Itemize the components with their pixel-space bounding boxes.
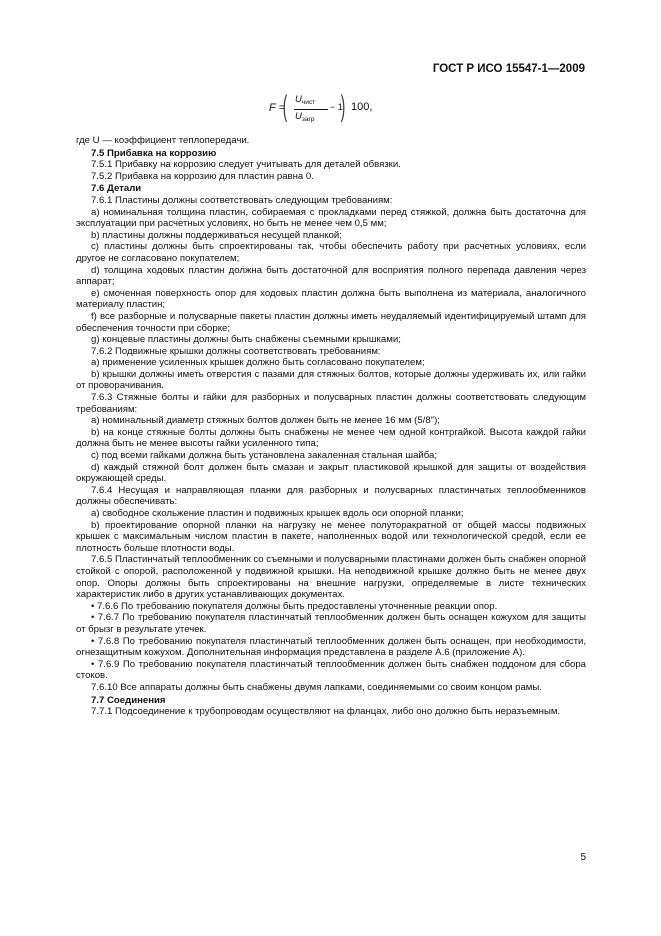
paragraph: b) пластины должны поддерживаться несущей планкой; — [91, 229, 342, 241]
paragraph: a) применение усиленных крышек должно быть согласовано покупателем; — [91, 357, 425, 369]
paragraph: a) свободное скольжение пластин и подвижных крышек вдоль оси опорной планки; — [91, 508, 464, 519]
paragraph: 7.6.4 Несущая и направляющая планки для разборных и полусварных пластинчатых теплообменников должны обеспечивать: — [76, 484, 586, 508]
paragraph: 7.6.1 Пластины должны соответствовать следующим требованиям: — [91, 194, 393, 206]
section-heading: 7.7 Соединения — [91, 694, 166, 706]
formula-lhs: F = — [269, 102, 286, 114]
paragraph: d) толщина ходовых пластин должна быть достаточной для восприятия полного перепада давления через аппарат; — [76, 264, 586, 288]
paragraph: • 7.6.6 По требованию покупателя должны быть предоставлены уточненные реакции опор. — [91, 600, 498, 612]
paragraph: d) каждый стяжной болт должен быть смазан и закрыт пластиковой крышкой для защиты от воздействия окружающей среды. — [76, 461, 586, 485]
paragraph: b) крышки должны иметь отверстия с пазами для стяжных болтов, которые должны удерживать их, или гайки от проворачивания. — [76, 368, 586, 392]
paragraph: • 7.6.9 По требованию покупателя пластинчатый теплообменник должен быть снабжен поддоном для сбора стоков. — [76, 658, 586, 682]
paragraph: b) на конце стяжные болты должны быть снабжены не менее чем одной контргайкой. Высота каждой гайки должна быть не менее высоты гайки усиленного типа; — [76, 426, 586, 450]
formula-left-paren: ( — [282, 90, 288, 123]
section-heading: 7.5 Прибавка на коррозию — [91, 147, 217, 159]
formula-right-paren: ) — [340, 90, 346, 123]
formula — [262, 92, 422, 126]
formula-numerator-sub: чист — [301, 99, 316, 106]
paragraph: g) концевые пластины должны быть снабжены съемными крышками; — [91, 334, 401, 346]
paragraph: c) пластины должны быть спроектированы так, чтобы обеспечить работу при расчетных условиях, если другое не согласовано покупателем; — [76, 241, 586, 264]
page-number: 5 — [580, 852, 586, 863]
paragraph: где U — коэффициент теплопередачи. — [76, 135, 250, 146]
paragraph: 7.6.2 Подвижные крышки должны соответствовать требованиям: — [91, 345, 381, 357]
standard-header: ГОСТ Р ИСО 15547-1—2009 — [432, 63, 585, 75]
paragraph: 7.6.3 Стяжные болты и гайки для разборных и полусварных пластин должны соответствовать следующим требованиям: — [76, 392, 586, 415]
paragraph: 7.5.2 Прибавка на коррозию для пластин равна 0. — [91, 170, 314, 182]
body-text — [76, 135, 586, 718]
formula-denominator: $U_{загр}$ — [295, 111, 315, 123]
paragraph: 7.6.5 Пластинчатый теплообменник со съемными и полусварными пластинами должен быть снабжен опорной стойкой с опорой, расположенной у подвижной крышки. На неподвижной крышке должно быть не менее двух опор. Опоры должны быть спроектированы на внешние нагрузки, определяемые в листе технических характеристик либо в других устанавливающих документах. — [76, 554, 586, 601]
section-heading: 7.6 Детали — [91, 183, 142, 195]
formula-minus-one: − 1 — [330, 102, 343, 112]
paragraph: b) проектирование опорной планки на нагрузку не менее полуторакратной от общей массы подвижных крышек с максимальным числом пластин в пакете, наполненных водой или технологической средой, если ее плотность больше плотности воды. — [76, 519, 586, 554]
paragraph: a) номинальная толщина пластин, собираемая с прокладками перед стяжкой, должна быть достаточна для эксплуатации при расчетных условиях, но быть не менее чем 0,5 мм; — [76, 206, 586, 230]
paragraph: 7.5.1 Прибавку на коррозию следует учитывать для деталей обвязки. — [91, 159, 401, 171]
paragraph: c) под всеми гайками должна быть установлена закаленная стальная шайба; — [91, 450, 438, 462]
formula-fraction-line — [294, 109, 328, 110]
formula-rhs: 100, — [351, 101, 373, 113]
paragraph: e) смоченная поверхность опор для ходовых пластин должна быть выполнена из материала, аналогичного материалу пластин; — [76, 287, 586, 311]
paragraph: 7.6.10 Все аппараты должны быть снабжены двумя лапками, соединяемыми со своим концом рамы. — [91, 681, 542, 693]
formula-numerator: $U_{чист}$ — [295, 94, 316, 106]
paragraph: 7.7.1 Подсоединение к трубопроводам осуществляют на фланцах, либо оно должно быть неразъемным. — [91, 706, 561, 718]
formula-denominator-sub: загр — [301, 116, 315, 123]
paragraph: • 7.6.7 По требованию покупателя пластинчатый теплообменник должен быть оснащен кожухом для защиты от брызг в результате утечек. — [76, 612, 586, 635]
paragraph: a) номинальный диаметр стяжных болтов должен быть не менее 16 мм (5/8″); — [91, 415, 440, 427]
paragraph: f) все разборные и полусварные пакеты пластин должны иметь неудаляемый идентифицируемый штамп для обеспечения точности при сборке; — [76, 310, 586, 334]
paragraph: • 7.6.8 По требованию покупателя пластинчатый теплообменник должен быть оснащен, при необходимости, огнезащитным кожухом. Дополнительная информация представлена в разделе А.6 (приложение А). — [76, 635, 586, 659]
